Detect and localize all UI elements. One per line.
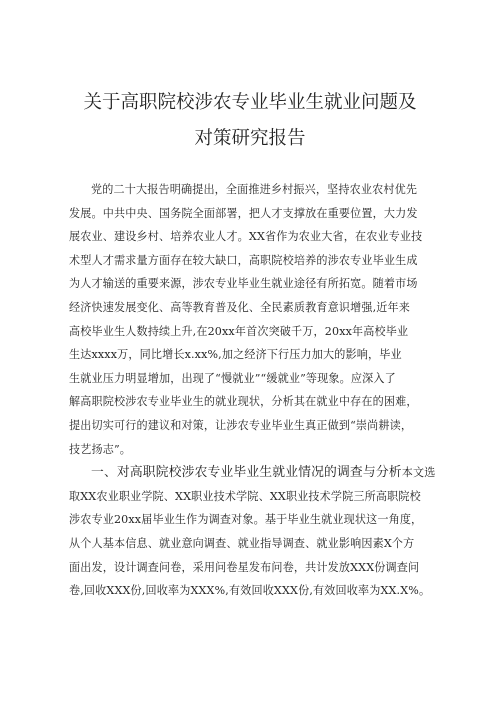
intro-paragraph bbox=[69, 178, 439, 461]
section-1-first-line bbox=[69, 461, 439, 485]
section-1-text-start: 本文选 bbox=[401, 466, 436, 480]
section-1-line: 取XX农业职业学院、XX职业技术学院、XX职业技术学院三所高职院校 bbox=[69, 489, 421, 503]
intro-line: 提出切实可行的建议和对策，让涉农专业毕业生真正做到“崇尚耕读， bbox=[69, 418, 413, 432]
intro-line: 术型人才需求量方面存在较大缺口，高职院校培养的涉农专业毕业生成 bbox=[69, 253, 418, 267]
intro-line: 解高职院校涉农专业毕业生的就业现状，分析其在就业中存在的困难， bbox=[69, 395, 418, 409]
intro-line: 高校毕业生人数持续上升,在20xx年首次突破千万，20xx年高校毕业 bbox=[69, 324, 409, 338]
document-body bbox=[69, 178, 439, 603]
section-1-line: 涉农专业20xx届毕业生作为调查对象。基于毕业生就业现状这一角度， bbox=[69, 513, 423, 527]
section-1-paragraph bbox=[69, 461, 439, 603]
section-1-heading: 一、对高职院校涉农专业毕业生就业情况的调查与分析 bbox=[91, 465, 402, 481]
intro-line: 发展。中共中央、国务院全面部署，把人才支撑放在重要位置，大力发 bbox=[69, 206, 418, 220]
intro-line: 经济快速发展变化、高等教育普及化、全民素质教育意识增强,近年来 bbox=[69, 300, 410, 314]
document-title-line-2: 对策研究报告 bbox=[194, 128, 306, 149]
intro-line: 党的二十大报告明确提出，全面推进乡村振兴，坚持农业农村优先 bbox=[91, 183, 418, 196]
intro-line: 技艺扬志”。 bbox=[69, 442, 132, 456]
intro-line: 生达xxxx万，同比增长x.xx%,加之经济下行压力加大的影响，毕业 bbox=[69, 348, 402, 362]
intro-line: 生就业压力明显增加，出现了“慢就业”“缓就业”等现象。应深入了 bbox=[69, 371, 396, 385]
section-1-line: 面出发，设计调查问卷，采用问卷星发布问卷，共计发放XXX份调查问 bbox=[69, 560, 420, 574]
document-title-line-1: 关于高职院校涉农专业毕业生就业问题及 bbox=[83, 92, 417, 113]
section-1-line: 从个人基本信息、就业意向调查、就业指导调查、就业影响因素X个方 bbox=[69, 536, 415, 550]
section-1-line: 卷,回收XXX份,回收率为XXX%,有效回收XXX份,有效回收率为XX.X%。 bbox=[69, 584, 431, 598]
intro-line: 为人才输送的重要来源，涉农专业毕业生就业途径有所拓宽。随着市场 bbox=[69, 277, 418, 291]
intro-line: 展农业、建设乡村、培养农业人才。XX省作为农业大省，在农业专业技 bbox=[69, 230, 423, 244]
